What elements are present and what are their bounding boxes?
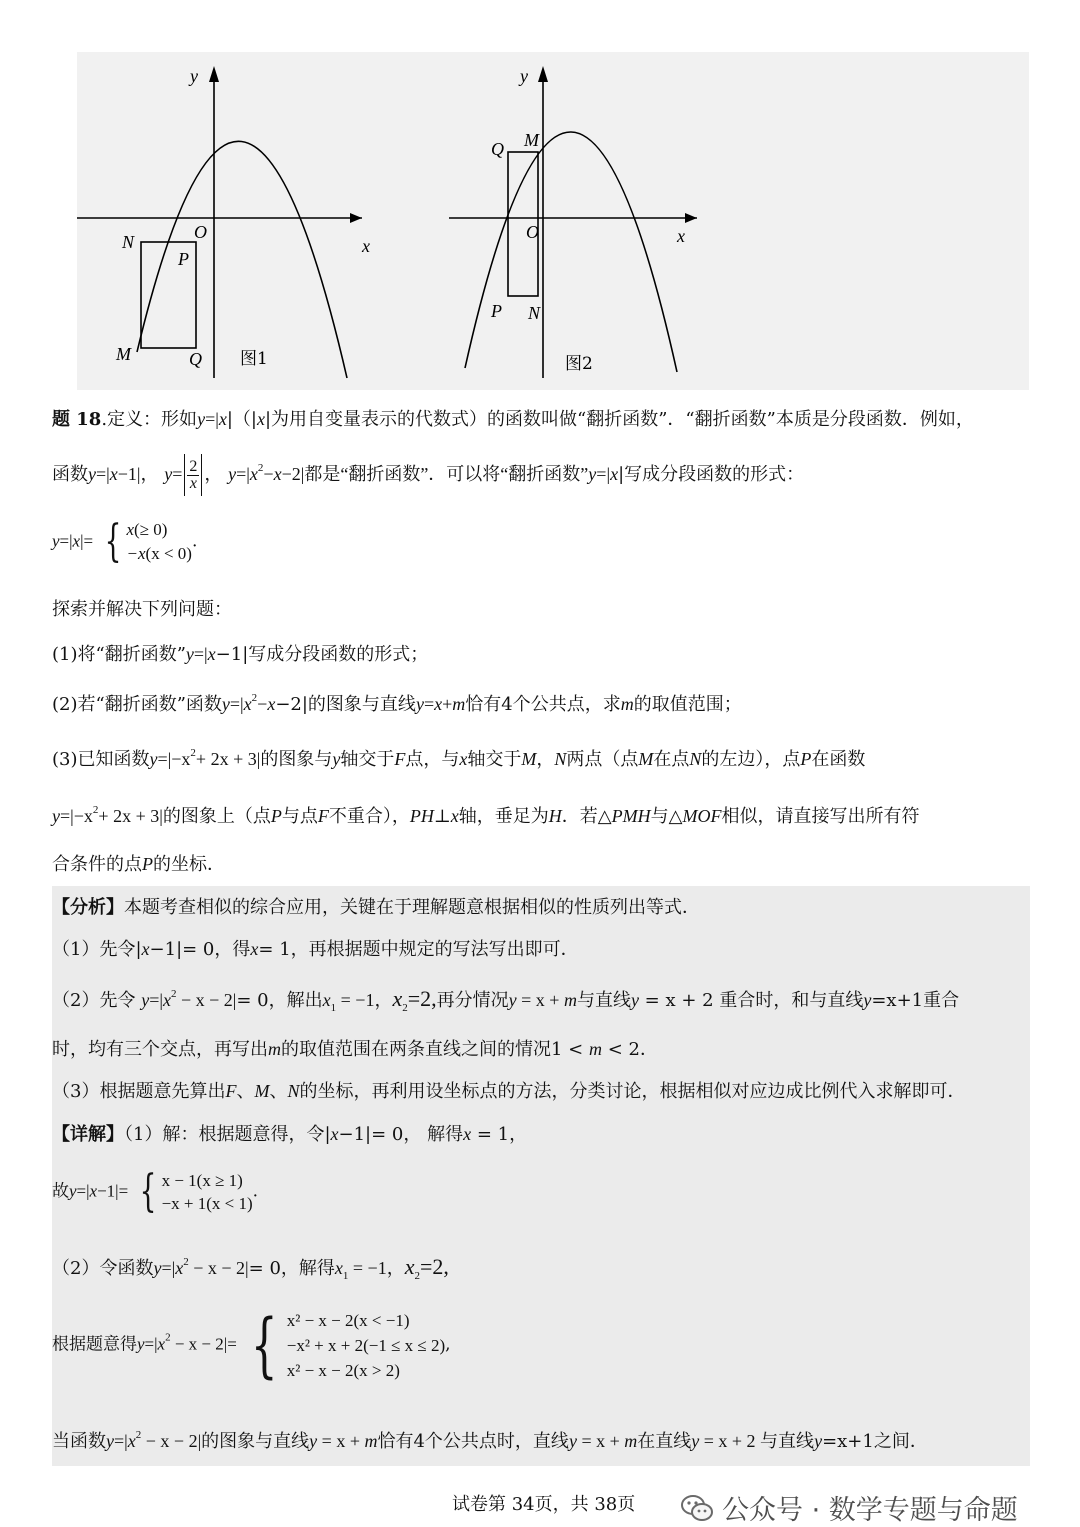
piecewise-abs-x-minus-1: { x − 1(x ≥ 1) −x + 1(x < 1) xyxy=(139,1166,253,1217)
fig2-y-arrow xyxy=(538,66,548,82)
problem-label: 题 18 xyxy=(52,409,102,430)
analysis-heading-line: 【分析】本题考查相似的综合应用，关键在于理解题意根据相似的性质列出等式． xyxy=(52,897,700,918)
detail-part-1: 【详解】（1）解：根据题意得，令|x−1|= 0， 解得x = 1， xyxy=(52,1124,528,1145)
fig2-label-p: P xyxy=(491,301,502,321)
piecewise-abs-x: { x(≥ 0) −x(x < 0) xyxy=(104,516,192,567)
analysis-part-1: （1）先令|x−1|= 0，得x= 1，再根据题中规定的写法写出即可． xyxy=(52,939,579,960)
fig2-label-q: Q xyxy=(491,139,504,159)
fig2-label-o: O xyxy=(526,222,539,242)
question-3-line-3: 合条件的点P的坐标． xyxy=(52,854,225,875)
watermark-text: 公众号 · 数学专题与命题 xyxy=(722,1495,1018,1526)
fig2-label-y: y xyxy=(520,66,528,86)
piecewise-quadratic: { x² − x − 2(x < −1) −x² + x + 2(−1 ≤ x ≤ 2) x² − x − 2(x > 2) xyxy=(251,1304,446,1386)
analysis-part-3: （3）根据题意先算出F、M、N的坐标，再利用设坐标点的方法，分类讨论，根据相似对应边成比例代入求解即可． xyxy=(52,1081,966,1102)
problem-line-4: 探索并解决下列问题： xyxy=(52,599,232,620)
figure-panel xyxy=(77,52,1029,390)
fig2-label-n: N xyxy=(528,303,541,323)
fig2-label-x: x xyxy=(677,226,685,246)
detail-piecewise-2: 根据题意得$y=|x^2 - x - 2|=$ { x² − x − 2(x < −1) −x² + x + 2(−1 ≤ x ≤ 2) x² − x − 2(x > 2) , xyxy=(52,1304,451,1386)
problem-line-1: 题 18.定义：形如y=|x|（|x|为用自变量表示的代数式）的函数叫做“翻折函数”．“翻折函数”本质是分段函数．例如， xyxy=(52,409,974,430)
wechat-icon xyxy=(680,1493,714,1523)
figures-svg xyxy=(77,52,1029,390)
fraction-2-over-x: $\frac{2}{x}$ xyxy=(189,457,198,492)
fig1-label-q: Q xyxy=(189,349,202,369)
question-3-line-1: (3)已知函数$y=|-x^2+ 2x + 3|$的图象与y轴交于F点，与x轴交于M，N两点（点M在点N的左边），点P在函数 xyxy=(52,747,866,770)
analysis-part-2: （2）先令 $y=|x^2 - x - 2|= 0$，解出$x_1 = -1$，$x_2=2$,再分情况y = x + m与直线y = x + 2 重合时，和与直线y=x+1重合 xyxy=(52,986,960,1014)
detail-piecewise-1: 故y=|x−1|= { x − 1(x ≥ 1) −x + 1(x < 1) . xyxy=(52,1166,259,1217)
fig2-caption: 图2 xyxy=(565,354,593,374)
problem-line-3: y=|x|= { x(≥ 0) −x(x < 0) . xyxy=(52,516,198,567)
fig1-label-n: N xyxy=(122,232,135,252)
fig1-label-x: x xyxy=(362,236,370,256)
analysis-part-2-cont: 时，均有三个交点，再写出m的取值范围在两条直线之间的情况1 < m < 2． xyxy=(52,1039,658,1060)
fig1-caption: 图1 xyxy=(240,349,268,369)
analysis-label: 【分析】 xyxy=(52,897,124,918)
page-footer: 试卷第 34页，共 38页 xyxy=(452,1494,636,1515)
watermark xyxy=(680,1488,1018,1527)
detail-part-2-conclusion: 当函数$y=|x^2 - x - 2|$的图象与直线y = x + m恰有4个公共点时，直线y = x + m在直线y = x + 2 与直线y=x+1之间． xyxy=(52,1429,928,1452)
detail-label: 【详解】 xyxy=(52,1124,124,1145)
fig2-label-m: M xyxy=(524,130,539,150)
problem-line-2: 函数y=|x−1|， y= $\frac{2}{x}$ ， $y=|x^2-x-2|$都是“翻折函数”．可以将“翻折函数”y=|x|写成分段函数的形式： xyxy=(52,454,804,496)
question-2: (2)若“翻折函数”函数$y=|x^2-x-2|$的图象与直线y=x+m恰有4个公共点，求m的取值范围； xyxy=(52,692,742,715)
fig2-x-arrow xyxy=(685,213,697,223)
fig1-x-arrow xyxy=(350,213,362,223)
fig2-parabola xyxy=(465,132,677,372)
question-1: (1)将“翻折函数”y=|x−1|写成分段函数的形式； xyxy=(52,644,429,665)
fig1-label-o: O xyxy=(194,222,207,242)
fig1-parabola xyxy=(137,141,347,378)
fig1-label-p: P xyxy=(178,249,189,269)
question-3-line-2: $y=|-x^2+ 2x + 3|$的图象上（点P与点F不重合），PH⊥x轴，垂足为H．若△PMH与△MOF相似，请直接写出所有符 xyxy=(52,804,920,827)
fig1-label-y: y xyxy=(190,66,198,86)
figure-2 xyxy=(449,66,697,378)
fig1-y-arrow xyxy=(209,66,219,82)
detail-part-2: （2）令函数$y=|x^2 - x - 2|= 0$，解得$x_1 = -1$，$x_2=2$, xyxy=(52,1254,449,1282)
figure-1 xyxy=(77,66,370,378)
fig1-label-m: M xyxy=(116,344,131,364)
